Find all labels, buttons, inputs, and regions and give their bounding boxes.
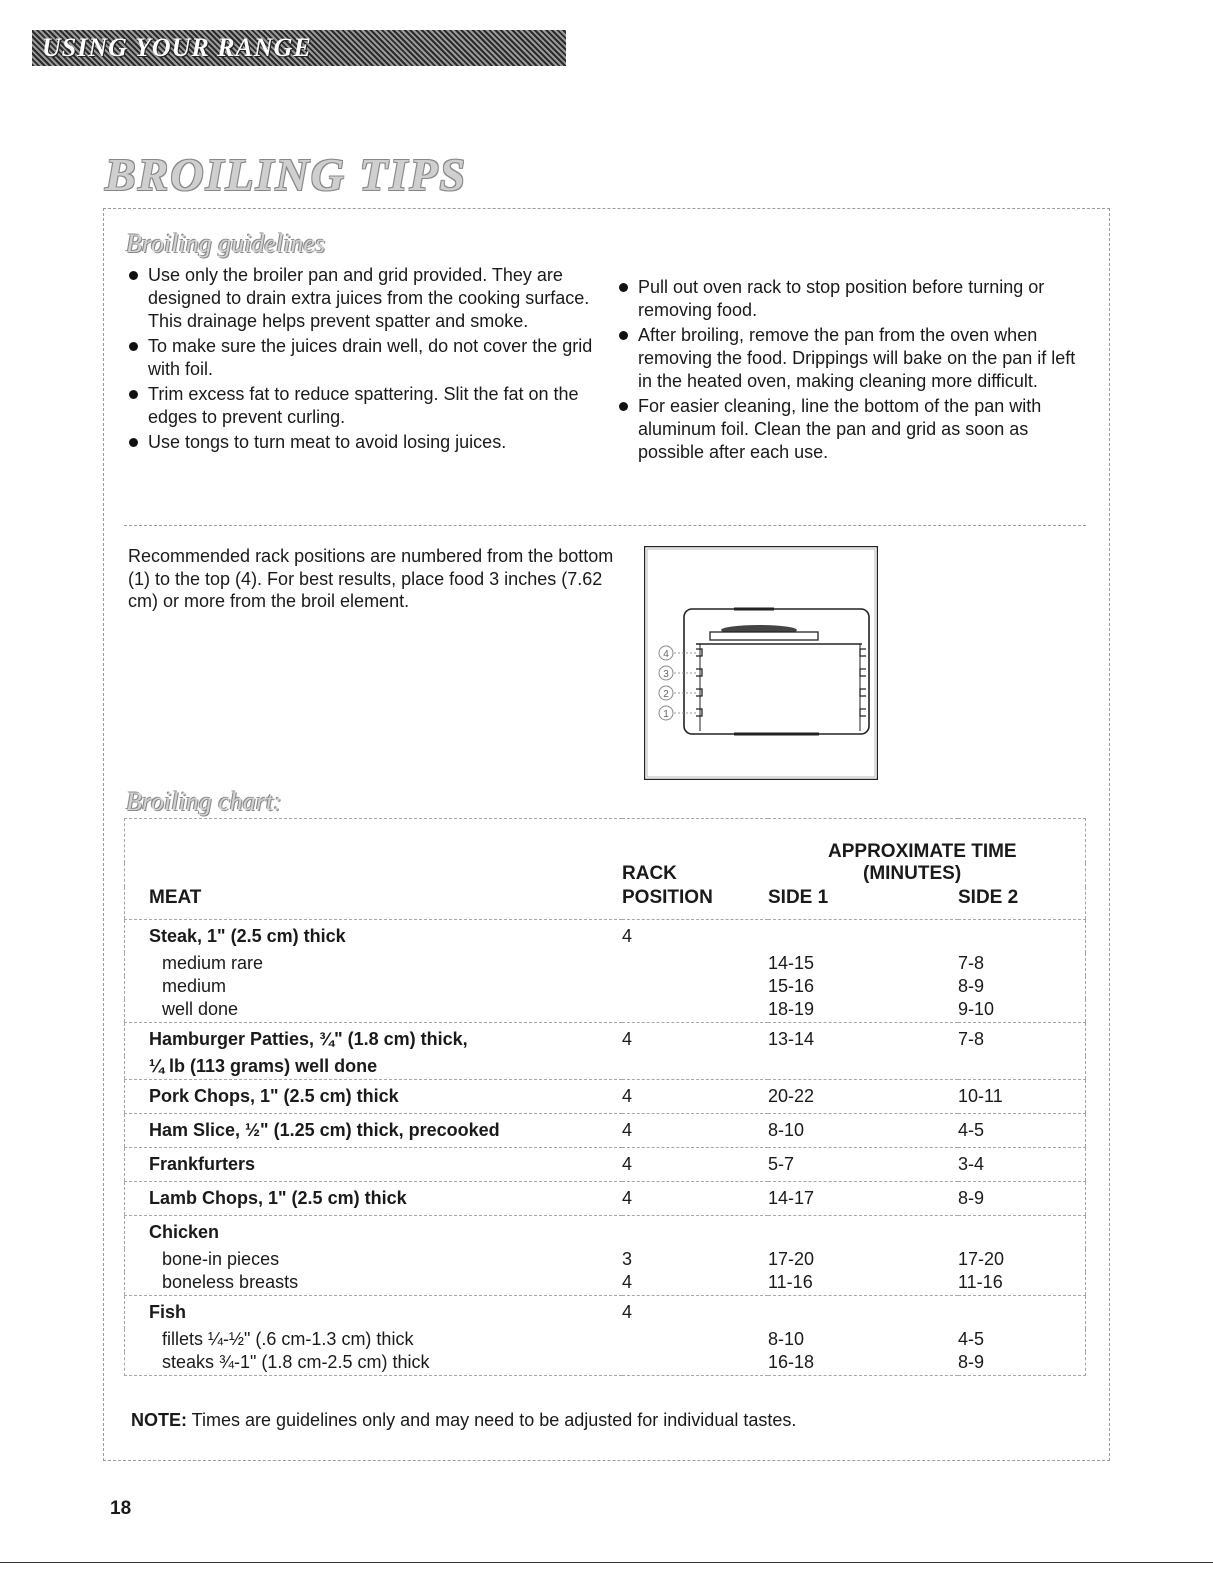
oven-diagram-svg: [644, 546, 878, 780]
cell-side1: 8-10: [768, 1119, 805, 1140]
table-subrow: [125, 976, 1086, 999]
sub-item-name: steaks ¾-1" (1.8 cm-2.5 cm) thick: [162, 1352, 430, 1372]
table-subrow: [125, 953, 1086, 976]
page-title: BROILING TIPS: [105, 149, 468, 200]
rack-label-4: 4: [663, 649, 669, 660]
table-row: [125, 1147, 1086, 1181]
banner-label: USING YOUR RANGE: [42, 33, 312, 62]
table-row: [125, 919, 1086, 953]
guidelines-left-list: [126, 264, 596, 456]
sub-item-name: well done: [162, 999, 239, 1019]
section-banner: [32, 30, 566, 66]
meat-name: Lamb Chops, 1" (2.5 cm) thick: [149, 1187, 407, 1208]
table-row: [125, 1079, 1086, 1113]
guideline-bullet: To make sure the juices drain well, do not cover the grid with foil.: [126, 335, 596, 381]
sub-item-name: medium rare: [162, 953, 264, 973]
approx-time-header: APPROXIMATE TIME: [828, 841, 1017, 862]
side1-header: SIDE 1: [768, 887, 829, 908]
cell-side2: 9-10: [958, 999, 995, 1019]
cell-rack: 4: [622, 1187, 633, 1208]
guidelines-heading: Broiling guidelines: [126, 229, 326, 258]
table-row: [125, 1181, 1086, 1215]
cell-side1: 17-20: [768, 1249, 815, 1269]
table-row: [125, 1215, 1086, 1249]
cell-side1: [768, 919, 958, 953]
guidelines-right-list: [616, 276, 1086, 466]
rack-label-3: 3: [663, 669, 669, 680]
sub-item-name: ¼ lb (113 grams) well done: [149, 1056, 378, 1076]
guideline-bullet: For easier cleaning, line the bottom of the pan with aluminum foil. Clean the pan and grid as soon as possible after each use.: [616, 395, 1086, 464]
cell-rack: [622, 953, 768, 976]
cell-rack: [622, 976, 768, 999]
meat-name: Pork Chops, 1" (2.5 cm) thick: [149, 1085, 399, 1106]
guideline-bullet: Use tongs to turn meat to avoid losing juices.: [126, 431, 596, 454]
table-row: [125, 1022, 1086, 1056]
cell-side2: [958, 1295, 1086, 1329]
table-row: [125, 1295, 1086, 1329]
note-label: NOTE:: [131, 1410, 187, 1430]
cell-rack: [622, 1215, 768, 1249]
table-subrow: [125, 1249, 1086, 1272]
cell-side2: 8-9: [958, 1187, 985, 1208]
guideline-bullet: Use only the broiler pan and grid provided. They are designed to drain extra juices from the cooking surface. This drainage helps prevent spatter and smoke.: [126, 264, 596, 333]
cell-side1: 20-22: [768, 1085, 815, 1106]
note-text: Times are guidelines only and may need to be adjusted for individual tastes.: [187, 1410, 797, 1430]
cell-side2: 10-11: [958, 1085, 1003, 1106]
cell-side1: 5-7: [768, 1153, 795, 1174]
cell-side1: 11-16: [768, 1272, 813, 1292]
chart-header: [125, 819, 1086, 920]
chart-heading: Broiling chart:: [126, 787, 282, 816]
table-subrow: [125, 1352, 1086, 1375]
guideline-bullet: Pull out oven rack to stop position before turning or removing food.: [616, 276, 1086, 322]
guideline-bullet: After broiling, remove the pan from the oven when removing the food. Drippings will bake on the pan if left in the heated oven, making cleaning more difficult.: [616, 324, 1086, 393]
minutes-header: (MINUTES): [863, 863, 962, 884]
cell-rack: 4: [622, 1153, 633, 1174]
cell-side1: 8-10: [768, 1329, 805, 1349]
rack-label-2: 2: [663, 689, 669, 700]
rack-header-line2: POSITION: [622, 887, 713, 908]
cell-side2: 8-9: [958, 976, 985, 996]
chart-note: [131, 1410, 796, 1431]
cell-side2: 7-8: [958, 953, 985, 973]
cell-side1: [768, 1215, 958, 1249]
guideline-bullet: Trim excess fat to reduce spattering. Slit the fat on the edges to prevent curling.: [126, 383, 596, 429]
cell-side2: 7-8: [958, 1028, 985, 1049]
cell-side2: 4-5: [958, 1119, 985, 1140]
cell-side2: [958, 1215, 1086, 1249]
cell-rack: 4: [622, 1085, 633, 1106]
cell-side2: 17-20: [958, 1249, 1005, 1269]
broiler-pan: [710, 632, 818, 640]
section-divider: [124, 525, 1086, 526]
cell-side2: 4-5: [958, 1329, 985, 1349]
cell-rack: 4: [622, 1272, 633, 1292]
sub-item-name: fillets ¼-½" (.6 cm-1.3 cm) thick: [162, 1329, 414, 1349]
cell-side1: 18-19: [768, 999, 815, 1019]
chart-body: [125, 919, 1086, 1375]
table-subrow: [125, 1329, 1086, 1352]
broiling-chart-table: [124, 818, 1086, 1376]
sub-item-name: bone-in pieces: [162, 1249, 280, 1269]
table-subrow: [125, 999, 1086, 1022]
table-row: [125, 1113, 1086, 1147]
cell-side1: [768, 1056, 958, 1079]
cell-rack: 4: [622, 925, 633, 946]
cell-side2: [958, 1056, 1086, 1079]
meat-name: Steak, 1" (2.5 cm) thick: [149, 925, 346, 946]
cell-side1: 14-17: [768, 1187, 815, 1208]
cell-side1: 13-14: [768, 1028, 815, 1049]
cell-side1: 15-16: [768, 976, 815, 996]
cell-rack: 4: [622, 1028, 633, 1049]
cell-rack: 4: [622, 1301, 633, 1322]
cell-rack: 3: [622, 1249, 633, 1269]
cell-rack: [622, 1056, 768, 1079]
cell-rack: [622, 1352, 768, 1375]
meat-name: Ham Slice, ½" (1.25 cm) thick, precooked: [149, 1119, 500, 1140]
meat-name: Fish: [149, 1301, 187, 1322]
sub-item-name: medium: [162, 976, 227, 996]
cell-side1: 14-15: [768, 953, 815, 973]
cell-side1: 16-18: [768, 1352, 815, 1372]
cell-rack: 4: [622, 1119, 633, 1140]
cell-side2: 11-16: [958, 1272, 1003, 1292]
cell-side2: [958, 919, 1086, 953]
sub-item-name: boneless breasts: [162, 1272, 299, 1292]
rack-header-line1: RACK: [622, 863, 677, 884]
table-subrow: [125, 1272, 1086, 1295]
table-subrow: [125, 1056, 1086, 1079]
cell-side1: [768, 1295, 958, 1329]
cell-side2: 3-4: [958, 1153, 985, 1174]
cell-side2: 8-9: [958, 1352, 985, 1372]
meat-name: Hamburger Patties, ¾" (1.8 cm) thick,: [149, 1028, 468, 1049]
rack-label-1: 1: [663, 709, 669, 720]
side2-header: SIDE 2: [958, 887, 1019, 908]
rack-positions-text: Recommended rack positions are numbered from the bottom (1) to the top (4). For best results, place food 3 inches (7.62 cm) or more from the broil element.: [128, 546, 614, 611]
cell-rack: [622, 1329, 768, 1352]
meat-name: Frankfurters: [149, 1153, 256, 1174]
page-number: 18: [110, 1498, 132, 1519]
cell-rack: [622, 999, 768, 1022]
oven-rack-diagram: [644, 546, 878, 780]
meat-name: Chicken: [149, 1221, 220, 1242]
meat-header: MEAT: [149, 887, 202, 908]
bottom-rule: [0, 1562, 1213, 1563]
